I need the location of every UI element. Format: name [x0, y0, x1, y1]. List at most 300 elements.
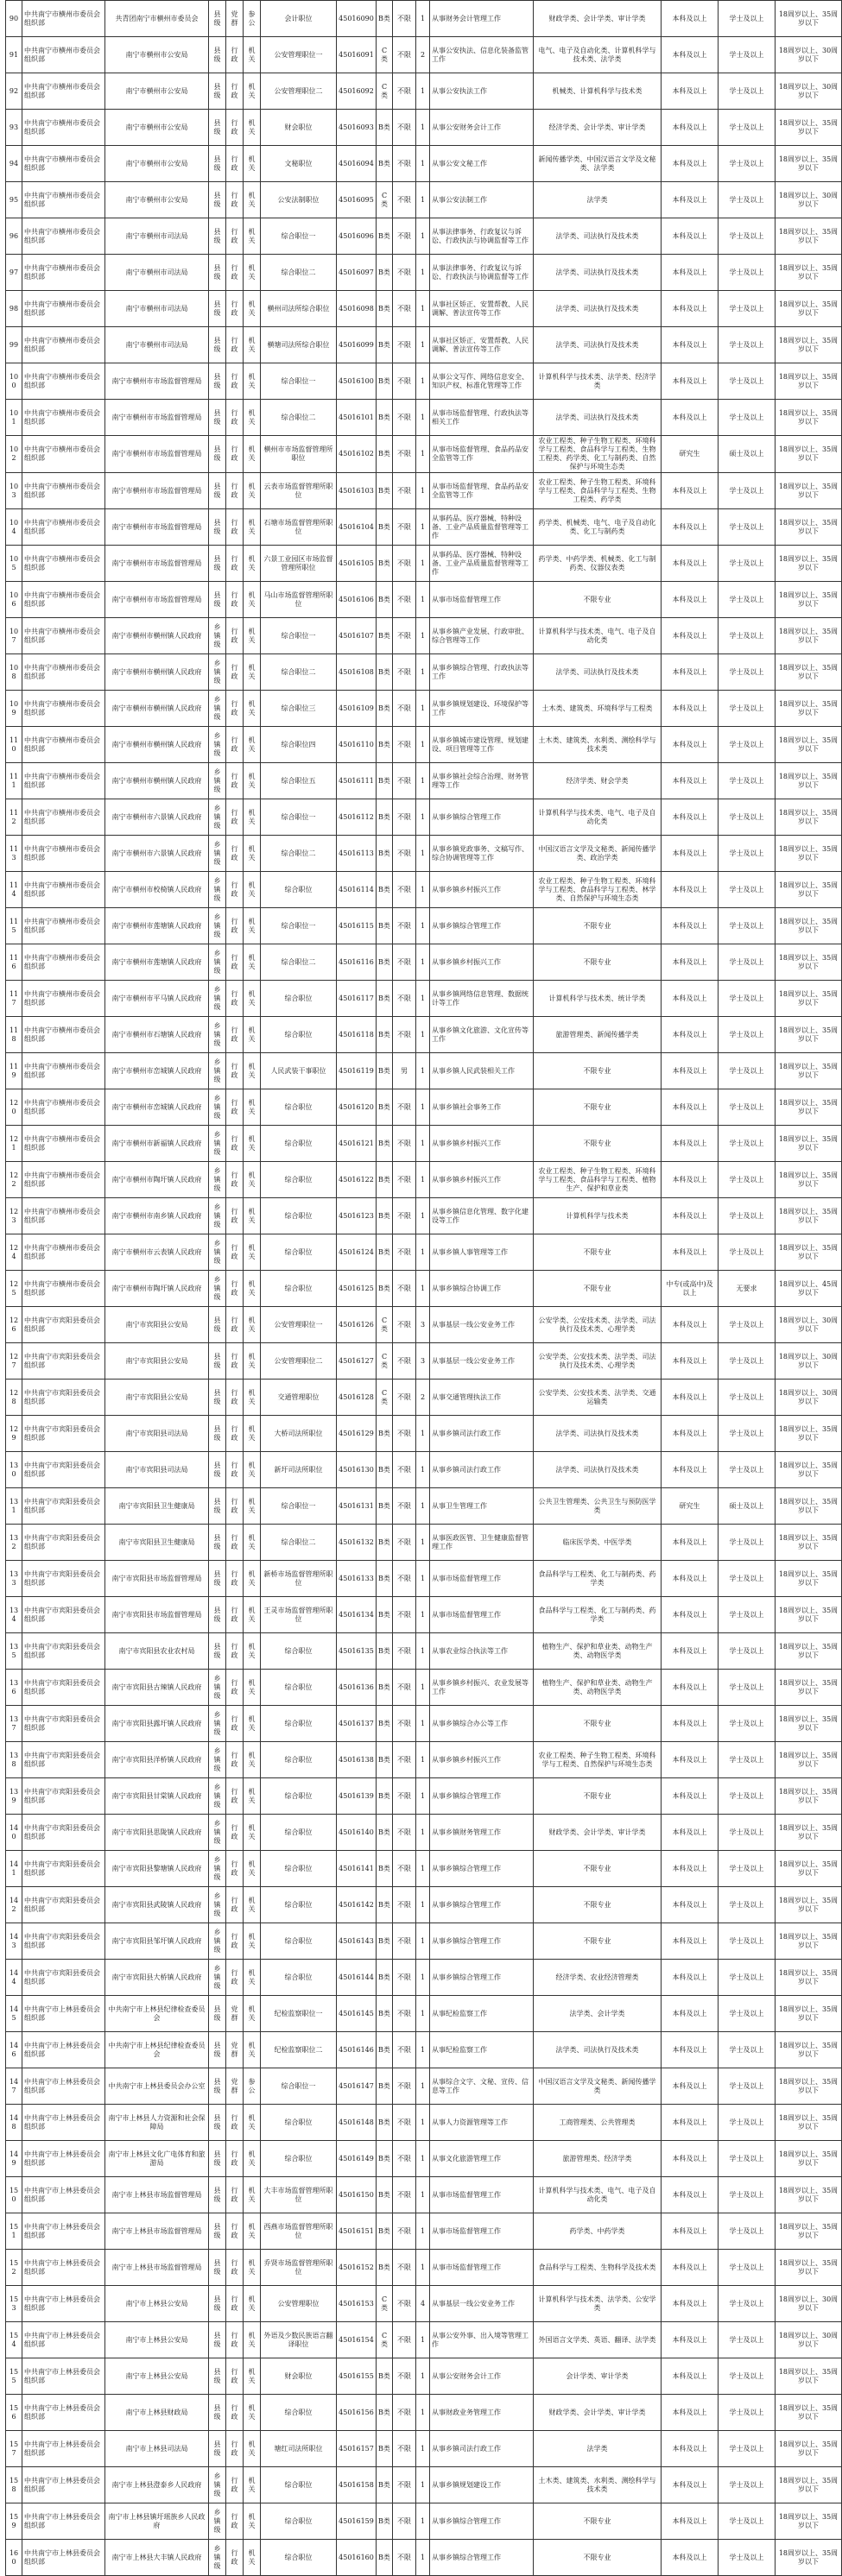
degree-requirement-cell: 无要求	[719, 1271, 776, 1307]
position-code-cell: 45016148	[337, 2105, 377, 2141]
unit-level-cell: 县级	[209, 2105, 226, 2141]
age-requirement-cell: 18周岁以上、35周岁以下	[776, 218, 842, 255]
table-row	[6, 2467, 842, 2503]
unit-nature-cell: 机关	[244, 37, 261, 73]
hiring-count-cell: 1	[416, 1960, 430, 1996]
job-description-cell: 从事市场监督管理工作	[430, 2250, 534, 2286]
hiring-department-cell: 南宁市横州市石塘镇人民政府	[105, 1017, 209, 1053]
position-name-cell: 综合职位二	[261, 400, 337, 436]
age-requirement-cell: 18周岁以上、35周岁以下	[776, 110, 842, 146]
major-requirement-cell: 食品科学与工程类、生物科学及技术类	[534, 2250, 662, 2286]
degree-requirement-cell: 学士及以上	[719, 2540, 776, 2576]
organizing-unit-cell: 中共南宁市宾阳县委员会组织部	[22, 1561, 105, 1597]
unit-level-cell: 县级	[209, 2141, 226, 2177]
table-row	[6, 2358, 842, 2395]
job-description-cell: 从事乡镇综合管理工作	[430, 1887, 534, 1923]
major-requirement-cell: 旅游管理类、新闻传播学类	[534, 1017, 662, 1053]
row-number-cell: 109	[6, 691, 22, 727]
education-requirement-cell: 本科及以上	[662, 1416, 719, 1452]
exam-category-cell: C类	[377, 73, 393, 110]
position-code-cell: 45016132	[337, 1525, 377, 1561]
unit-type-cell: 行政	[226, 473, 244, 509]
major-requirement-cell: 中国汉语言文学及文秘类、新闻传播学类、政治学类	[534, 836, 662, 872]
unit-level-cell: 县级	[209, 255, 226, 291]
exam-category-cell: C类	[377, 182, 393, 218]
position-name-cell: 综合职位	[261, 1089, 337, 1126]
position-name-cell: 综合职位	[261, 2105, 337, 2141]
unit-nature-cell: 机关	[244, 1198, 261, 1234]
exam-category-cell: B类	[377, 1960, 393, 1996]
gender-requirement-cell: 不限	[393, 2322, 416, 2358]
gender-requirement-cell: 不限	[393, 1307, 416, 1343]
position-name-cell: 人民武装干事职位	[261, 1053, 337, 1089]
major-requirement-cell: 公共卫生管理类、公共卫生与预防医学类	[534, 1488, 662, 1525]
table-row	[6, 2213, 842, 2250]
age-requirement-cell: 18周岁以上、30周岁以下	[776, 1380, 842, 1416]
exam-category-cell: B类	[377, 981, 393, 1017]
exam-category-cell: B类	[377, 546, 393, 582]
unit-level-cell: 县级	[209, 182, 226, 218]
age-requirement-cell: 18周岁以上、35周岁以下	[776, 2540, 842, 2576]
job-description-cell: 从事市场监督管理、食品药品安全监管等工作	[430, 473, 534, 509]
table-row	[6, 1198, 842, 1234]
age-requirement-cell: 18周岁以上、35周岁以下	[776, 981, 842, 1017]
unit-type-cell: 行政	[226, 654, 244, 691]
position-name-cell: 马山市场监督管理所职位	[261, 582, 337, 618]
degree-requirement-cell: 硕士及以上	[719, 1488, 776, 1525]
position-code-cell: 45016143	[337, 1923, 377, 1960]
table-row	[6, 2141, 842, 2177]
unit-level-cell: 乡镇级	[209, 1778, 226, 1815]
position-name-cell: 大丰市场监督管理所职位	[261, 2177, 337, 2213]
education-requirement-cell: 本科及以上	[662, 2250, 719, 2286]
row-number-cell: 131	[6, 1488, 22, 1525]
position-name-cell: 西燕市场监督管理所职位	[261, 2213, 337, 2250]
gender-requirement-cell: 不限	[393, 1887, 416, 1923]
education-requirement-cell: 本科及以上	[662, 1851, 719, 1887]
education-requirement-cell: 本科及以上	[662, 1960, 719, 1996]
hiring-department-cell: 南宁市横州市司法局	[105, 255, 209, 291]
unit-type-cell: 行政	[226, 691, 244, 727]
unit-level-cell: 乡镇级	[209, 654, 226, 691]
age-requirement-cell: 18周岁以上、35周岁以下	[776, 1670, 842, 1706]
degree-requirement-cell: 学士及以上	[719, 763, 776, 799]
hiring-count-cell: 1	[416, 1089, 430, 1126]
age-requirement-cell: 18周岁以上、35周岁以下	[776, 1416, 842, 1452]
unit-level-cell: 县级	[209, 2213, 226, 2250]
major-requirement-cell: 不限专业	[534, 944, 662, 981]
age-requirement-cell: 18周岁以上、35周岁以下	[776, 1452, 842, 1488]
unit-type-cell: 行政	[226, 2105, 244, 2141]
age-requirement-cell: 18周岁以上、35周岁以下	[776, 2358, 842, 2395]
hiring-department-cell: 南宁市宾阳县卫生健康局	[105, 1488, 209, 1525]
position-name-cell: 综合职位四	[261, 727, 337, 763]
row-number-cell: 124	[6, 1234, 22, 1271]
organizing-unit-cell: 中共南宁市上林县委员会组织部	[22, 2105, 105, 2141]
education-requirement-cell: 本科及以上	[662, 400, 719, 436]
unit-type-cell: 行政	[226, 1126, 244, 1162]
unit-type-cell: 行政	[226, 1488, 244, 1525]
major-requirement-cell: 不限专业	[534, 1126, 662, 1162]
degree-requirement-cell: 学士及以上	[719, 1089, 776, 1126]
unit-type-cell: 行政	[226, 509, 244, 546]
unit-level-cell: 县级	[209, 2250, 226, 2286]
degree-requirement-cell: 学士及以上	[719, 1670, 776, 1706]
position-code-cell: 45016149	[337, 2141, 377, 2177]
education-requirement-cell: 本科及以上	[662, 1162, 719, 1198]
gender-requirement-cell: 不限	[393, 1996, 416, 2032]
unit-nature-cell: 机关	[244, 2322, 261, 2358]
gender-requirement-cell: 不限	[393, 1851, 416, 1887]
hiring-department-cell: 南宁市宾阳县司法局	[105, 1416, 209, 1452]
hiring-count-cell: 1	[416, 944, 430, 981]
unit-type-cell: 行政	[226, 1162, 244, 1198]
row-number-cell: 101	[6, 400, 22, 436]
unit-level-cell: 县级	[209, 291, 226, 327]
position-name-cell: 文秘职位	[261, 146, 337, 182]
major-requirement-cell: 不限专业	[534, 1887, 662, 1923]
hiring-count-cell: 1	[416, 473, 430, 509]
row-number-cell: 148	[6, 2105, 22, 2141]
hiring-count-cell: 1	[416, 509, 430, 546]
unit-nature-cell: 机关	[244, 1488, 261, 1525]
unit-level-cell: 县级	[209, 582, 226, 618]
unit-nature-cell: 机关	[244, 1887, 261, 1923]
table-row	[6, 1162, 842, 1198]
age-requirement-cell: 18周岁以上、35周岁以下	[776, 763, 842, 799]
gender-requirement-cell: 不限	[393, 691, 416, 727]
exam-category-cell: B类	[377, 2177, 393, 2213]
education-requirement-cell: 本科及以上	[662, 146, 719, 182]
exam-category-cell: B类	[377, 2395, 393, 2431]
unit-level-cell: 乡镇级	[209, 944, 226, 981]
hiring-count-cell: 1	[416, 1561, 430, 1597]
table-row	[6, 327, 842, 363]
unit-nature-cell: 机关	[244, 944, 261, 981]
organizing-unit-cell: 中共南宁市宾阳县委员会组织部	[22, 1887, 105, 1923]
table-row	[6, 1017, 842, 1053]
unit-type-cell: 行政	[226, 1053, 244, 1089]
organizing-unit-cell: 中共南宁市横州市委员会组织部	[22, 73, 105, 110]
gender-requirement-cell: 不限	[393, 908, 416, 944]
row-number-cell: 121	[6, 1126, 22, 1162]
exam-category-cell: B类	[377, 2540, 393, 2576]
age-requirement-cell: 18周岁以上、35周岁以下	[776, 546, 842, 582]
table-row	[6, 1271, 842, 1307]
hiring-department-cell: 共青团南宁市横州市委员会	[105, 1, 209, 37]
unit-nature-cell: 机关	[244, 182, 261, 218]
degree-requirement-cell: 学士及以上	[719, 218, 776, 255]
hiring-count-cell: 1	[416, 1633, 430, 1670]
age-requirement-cell: 18周岁以上、35周岁以下	[776, 582, 842, 618]
degree-requirement-cell: 学士及以上	[719, 509, 776, 546]
degree-requirement-cell: 学士及以上	[719, 2286, 776, 2322]
position-name-cell: 纪检监察职位二	[261, 2032, 337, 2068]
unit-type-cell: 党群	[226, 2068, 244, 2105]
job-description-cell: 从事财政业务管理工作	[430, 2395, 534, 2431]
gender-requirement-cell: 不限	[393, 1742, 416, 1778]
job-description-cell: 从事市场监督管理工作	[430, 2177, 534, 2213]
row-number-cell: 117	[6, 981, 22, 1017]
hiring-count-cell: 1	[416, 1670, 430, 1706]
job-description-cell: 从事社区矫正、安置帮教、人民调解、普法宣传等工作	[430, 327, 534, 363]
unit-level-cell: 县级	[209, 110, 226, 146]
table-row	[6, 2068, 842, 2105]
exam-category-cell: B类	[377, 1525, 393, 1561]
position-code-cell: 45016123	[337, 1198, 377, 1234]
education-requirement-cell: 本科及以上	[662, 327, 719, 363]
hiring-count-cell: 1	[416, 654, 430, 691]
hiring-count-cell: 1	[416, 1742, 430, 1778]
education-requirement-cell: 本科及以上	[662, 2395, 719, 2431]
organizing-unit-cell: 中共南宁市上林县委员会组织部	[22, 2395, 105, 2431]
position-code-cell: 45016152	[337, 2250, 377, 2286]
table-row	[6, 799, 842, 836]
major-requirement-cell: 法学类、会计学类	[534, 1996, 662, 2032]
row-number-cell: 156	[6, 2395, 22, 2431]
organizing-unit-cell: 中共南宁市横州市委员会组织部	[22, 654, 105, 691]
hiring-count-cell: 1	[416, 2141, 430, 2177]
exam-category-cell: B类	[377, 400, 393, 436]
row-number-cell: 96	[6, 218, 22, 255]
education-requirement-cell: 本科及以上	[662, 73, 719, 110]
major-requirement-cell: 不限专业	[534, 2540, 662, 2576]
degree-requirement-cell: 学士及以上	[719, 2395, 776, 2431]
gender-requirement-cell: 不限	[393, 981, 416, 1017]
unit-nature-cell: 机关	[244, 363, 261, 400]
hiring-department-cell: 南宁市上林县市场监督管理局	[105, 2250, 209, 2286]
job-description-cell: 从事公安文秘工作	[430, 146, 534, 182]
position-code-cell: 45016104	[337, 509, 377, 546]
position-name-cell: 综合职位	[261, 1198, 337, 1234]
age-requirement-cell: 18周岁以上、35周岁以下	[776, 1597, 842, 1633]
job-description-cell: 从事市场监督管理工作	[430, 1561, 534, 1597]
major-requirement-cell: 不限专业	[534, 1053, 662, 1089]
position-name-cell: 财会职位	[261, 110, 337, 146]
organizing-unit-cell: 中共南宁市宾阳县委员会组织部	[22, 1778, 105, 1815]
unit-type-cell: 行政	[226, 1778, 244, 1815]
unit-nature-cell: 机关	[244, 1343, 261, 1380]
organizing-unit-cell: 中共南宁市横州市委员会组织部	[22, 218, 105, 255]
unit-nature-cell: 机关	[244, 73, 261, 110]
exam-category-cell: B类	[377, 2032, 393, 2068]
position-code-cell: 45016103	[337, 473, 377, 509]
hiring-count-cell: 1	[416, 110, 430, 146]
job-description-cell: 从事市场监督管理工作	[430, 2213, 534, 2250]
degree-requirement-cell: 学士及以上	[719, 2322, 776, 2358]
exam-category-cell: B类	[377, 1706, 393, 1742]
position-code-cell: 45016126	[337, 1307, 377, 1343]
age-requirement-cell: 18周岁以上、45周岁以下	[776, 1271, 842, 1307]
unit-type-cell: 党群	[226, 2032, 244, 2068]
unit-level-cell: 县级	[209, 73, 226, 110]
gender-requirement-cell: 不限	[393, 400, 416, 436]
unit-nature-cell: 机关	[244, 2105, 261, 2141]
age-requirement-cell: 18周岁以上、35周岁以下	[776, 1633, 842, 1670]
age-requirement-cell: 18周岁以上、35周岁以下	[776, 2032, 842, 2068]
hiring-count-cell: 1	[416, 1126, 430, 1162]
unit-nature-cell: 机关	[244, 255, 261, 291]
gender-requirement-cell: 不限	[393, 1452, 416, 1488]
unit-nature-cell: 机关	[244, 618, 261, 654]
major-requirement-cell: 旅游管理类、经济学类	[534, 2141, 662, 2177]
position-code-cell: 45016091	[337, 37, 377, 73]
organizing-unit-cell: 中共南宁市宾阳县委员会组织部	[22, 1307, 105, 1343]
position-name-cell: 综合职位二	[261, 836, 337, 872]
unit-nature-cell: 机关	[244, 2431, 261, 2467]
position-code-cell: 45016137	[337, 1706, 377, 1742]
gender-requirement-cell: 不限	[393, 1815, 416, 1851]
row-number-cell: 140	[6, 1815, 22, 1851]
gender-requirement-cell: 不限	[393, 2177, 416, 2213]
hiring-department-cell: 中共南宁市上林县委员会办公室	[105, 2068, 209, 2105]
position-name-cell: 综合职位	[261, 1851, 337, 1887]
exam-category-cell: B类	[377, 2503, 393, 2540]
organizing-unit-cell: 中共南宁市横州市委员会组织部	[22, 146, 105, 182]
gender-requirement-cell: 不限	[393, 2431, 416, 2467]
unit-type-cell: 行政	[226, 2213, 244, 2250]
organizing-unit-cell: 中共南宁市宾阳县委员会组织部	[22, 1597, 105, 1633]
row-number-cell: 90	[6, 1, 22, 37]
exam-category-cell: B类	[377, 509, 393, 546]
hiring-department-cell: 南宁市横州市横州镇人民政府	[105, 618, 209, 654]
degree-requirement-cell: 学士及以上	[719, 1, 776, 37]
major-requirement-cell: 不限专业	[534, 582, 662, 618]
unit-type-cell: 行政	[226, 1923, 244, 1960]
position-name-cell: 综合职位五	[261, 763, 337, 799]
organizing-unit-cell: 中共南宁市横州市委员会组织部	[22, 691, 105, 727]
position-code-cell: 45016138	[337, 1742, 377, 1778]
job-description-cell: 从事乡镇人事管理等工作	[430, 1234, 534, 1271]
education-requirement-cell: 本科及以上	[662, 582, 719, 618]
unit-level-cell: 乡镇级	[209, 872, 226, 908]
gender-requirement-cell: 不限	[393, 110, 416, 146]
row-number-cell: 135	[6, 1633, 22, 1670]
degree-requirement-cell: 学士及以上	[719, 2213, 776, 2250]
table-row	[6, 944, 842, 981]
organizing-unit-cell: 中共南宁市上林县委员会组织部	[22, 1996, 105, 2032]
hiring-count-cell: 1	[416, 1597, 430, 1633]
exam-category-cell: B类	[377, 2141, 393, 2177]
degree-requirement-cell: 学士及以上	[719, 2431, 776, 2467]
organizing-unit-cell: 中共南宁市横州市委员会组织部	[22, 944, 105, 981]
exam-category-cell: B类	[377, 1742, 393, 1778]
position-name-cell: 新桥市场监督管理所职位	[261, 1561, 337, 1597]
degree-requirement-cell: 学士及以上	[719, 110, 776, 146]
unit-level-cell: 乡镇级	[209, 691, 226, 727]
hiring-count-cell: 1	[416, 2503, 430, 2540]
job-description-cell: 从事乡镇乡村振兴工作	[430, 872, 534, 908]
gender-requirement-cell: 不限	[393, 1597, 416, 1633]
organizing-unit-cell: 中共南宁市横州市委员会组织部	[22, 255, 105, 291]
gender-requirement-cell: 不限	[393, 836, 416, 872]
organizing-unit-cell: 中共南宁市横州市委员会组织部	[22, 1089, 105, 1126]
major-requirement-cell: 不限专业	[534, 1778, 662, 1815]
degree-requirement-cell: 学士及以上	[719, 618, 776, 654]
organizing-unit-cell: 中共南宁市横州市委员会组织部	[22, 546, 105, 582]
major-requirement-cell: 财政学类、会计学类、审计学类	[534, 1, 662, 37]
degree-requirement-cell: 学士及以上	[719, 799, 776, 836]
hiring-count-cell: 1	[416, 1488, 430, 1525]
job-description-cell: 从事公安执法、信息化装备监管工作	[430, 37, 534, 73]
table-row	[6, 582, 842, 618]
position-name-cell: 综合职位	[261, 1887, 337, 1923]
table-row	[6, 2431, 842, 2467]
education-requirement-cell: 本科及以上	[662, 1525, 719, 1561]
major-requirement-cell: 药学类、中药学类	[534, 2213, 662, 2250]
table-row	[6, 2105, 842, 2141]
unit-level-cell: 县级	[209, 2358, 226, 2395]
table-row	[6, 981, 842, 1017]
unit-nature-cell: 机关	[244, 1633, 261, 1670]
unit-nature-cell: 机关	[244, 146, 261, 182]
position-name-cell: 综合职位	[261, 1234, 337, 1271]
hiring-department-cell: 南宁市横州市云表镇人民政府	[105, 1234, 209, 1271]
row-number-cell: 159	[6, 2503, 22, 2540]
unit-level-cell: 乡镇级	[209, 981, 226, 1017]
age-requirement-cell: 18周岁以上、30周岁以下	[776, 1343, 842, 1380]
age-requirement-cell: 18周岁以上、35周岁以下	[776, 1923, 842, 1960]
job-description-cell: 从事乡镇人民武装相关工作	[430, 1053, 534, 1089]
exam-category-cell: B类	[377, 473, 393, 509]
age-requirement-cell: 18周岁以上、35周岁以下	[776, 2141, 842, 2177]
hiring-department-cell: 南宁市横州市峦城镇人民政府	[105, 1089, 209, 1126]
gender-requirement-cell: 不限	[393, 2540, 416, 2576]
position-code-cell: 45016106	[337, 582, 377, 618]
age-requirement-cell: 18周岁以上、35周岁以下	[776, 2213, 842, 2250]
exam-category-cell: C类	[377, 1380, 393, 1416]
major-requirement-cell: 土木类、建筑类、水利类、测绘科学与技术类	[534, 727, 662, 763]
position-code-cell: 45016102	[337, 436, 377, 473]
job-description-cell: 从事基层一线公安业务工作	[430, 1307, 534, 1343]
exam-category-cell: B类	[377, 1633, 393, 1670]
recruitment-table	[5, 0, 842, 2576]
job-description-cell: 从事乡镇司法行政工作	[430, 1416, 534, 1452]
hiring-count-cell: 1	[416, 400, 430, 436]
unit-type-cell: 行政	[226, 2358, 244, 2395]
job-description-cell: 从事乡镇乡村振兴工作	[430, 1162, 534, 1198]
job-description-cell: 从事乡镇文化旅游、文化宣传等工作	[430, 1017, 534, 1053]
position-code-cell: 45016095	[337, 182, 377, 218]
unit-level-cell: 乡镇级	[209, 2467, 226, 2503]
unit-level-cell: 县级	[209, 2032, 226, 2068]
hiring-department-cell: 南宁市宾阳县公安局	[105, 1380, 209, 1416]
job-description-cell: 从事乡镇综合管理工作	[430, 908, 534, 944]
hiring-department-cell: 南宁市横州市司法局	[105, 327, 209, 363]
degree-requirement-cell: 学士及以上	[719, 654, 776, 691]
education-requirement-cell: 本科及以上	[662, 546, 719, 582]
gender-requirement-cell: 男	[393, 1053, 416, 1089]
exam-category-cell: B类	[377, 1778, 393, 1815]
position-name-cell: 乔贤市场监督管理所职位	[261, 2250, 337, 2286]
organizing-unit-cell: 中共南宁市横州市委员会组织部	[22, 1, 105, 37]
exam-category-cell: B类	[377, 291, 393, 327]
position-name-cell: 王灵市场监督管理所职位	[261, 1597, 337, 1633]
exam-category-cell: B类	[377, 1597, 393, 1633]
position-code-cell: 45016120	[337, 1089, 377, 1126]
table-row	[6, 218, 842, 255]
table-row	[6, 1343, 842, 1380]
position-code-cell: 45016147	[337, 2068, 377, 2105]
row-number-cell: 114	[6, 872, 22, 908]
major-requirement-cell: 计算机科学与技术类、统计学类	[534, 981, 662, 1017]
degree-requirement-cell: 学士及以上	[719, 1198, 776, 1234]
gender-requirement-cell: 不限	[393, 2105, 416, 2141]
job-description-cell: 从事纪检监察工作	[430, 1996, 534, 2032]
job-description-cell: 从事乡镇社会事务工作	[430, 1089, 534, 1126]
table-row	[6, 363, 842, 400]
position-code-cell: 45016098	[337, 291, 377, 327]
